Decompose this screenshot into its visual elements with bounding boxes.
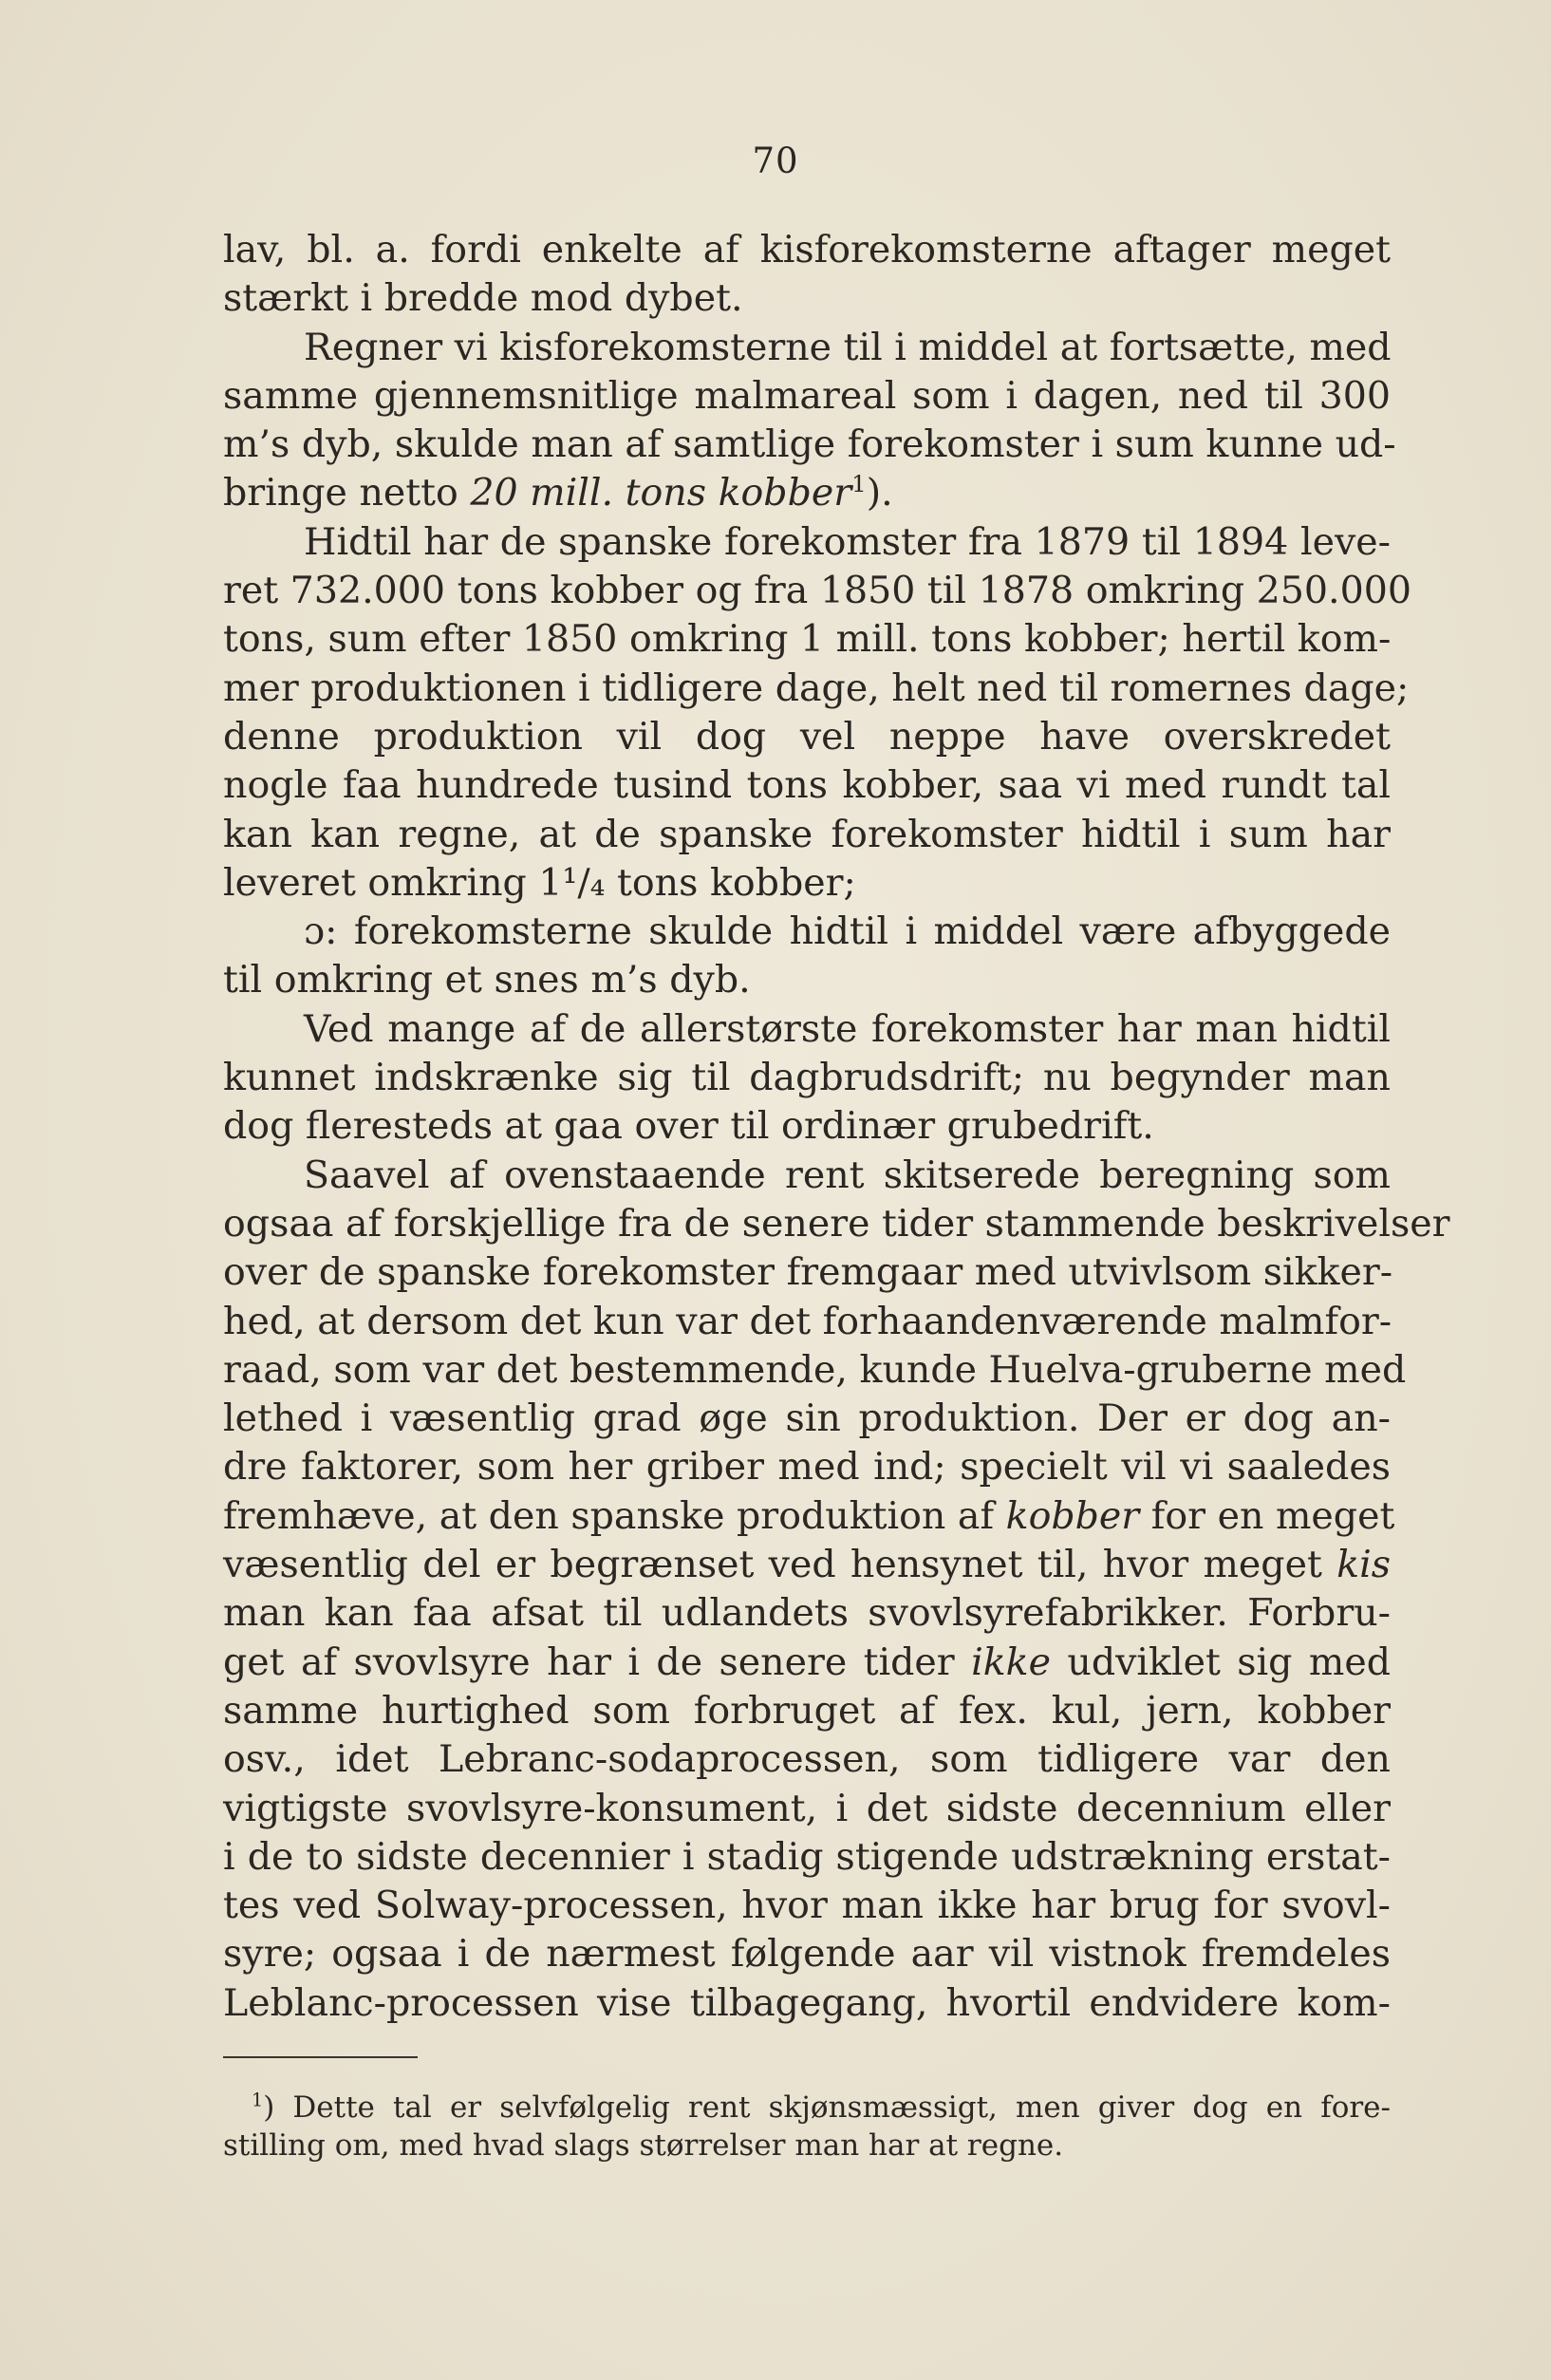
text-line [223, 1248, 1391, 1297]
text-line [223, 1833, 1391, 1882]
text-line-content: ogsaa af forskjellige fra de senere tider stammende beskrivelser [223, 1201, 1450, 1246]
text-line-content: leveret omkring 1¹/₄ tons kobber; [223, 860, 856, 905]
text-line-content: Ved mange af de allerstørste forekomster har man hidtil [304, 1006, 1391, 1051]
text-line [223, 1102, 1391, 1151]
text-line [223, 1930, 1391, 1978]
text-line [223, 1541, 1391, 1589]
text-line [223, 469, 1391, 517]
text-line-content: denne produktion vil dog vel neppe have overskredet [223, 714, 1391, 759]
text-line-content: lav, bl. a. fordi enkelte af kisforekomsterne aftager meget [223, 228, 1391, 272]
italic-text: 20 mill. tons kobber [470, 471, 852, 515]
text-line [223, 1785, 1391, 1833]
text-line-content: osv., idet Lebranc-sodaprocessen, som tidligere var den [223, 1737, 1391, 1782]
text-line [223, 1589, 1391, 1638]
text-line [223, 518, 1391, 567]
text-line [223, 713, 1391, 761]
text-line-content: bringe netto [223, 471, 471, 515]
text-line-content: Regner vi kisforekomsterne til i middel at fortsætte, med [304, 325, 1392, 369]
text-line-content: samme hurtighed som forbruget af fex. kul, jern, kobber [223, 1688, 1391, 1733]
text-line-content: get af svovlsyre har i de senere tider [223, 1640, 972, 1684]
italic-text: ikke [971, 1640, 1051, 1684]
text-line-content: over de spanske forekomster fremgaar med utvivlsom sikker- [223, 1250, 1393, 1295]
text-line-content: til omkring et snes m’s dyb. [223, 958, 751, 1003]
text-line [223, 567, 1412, 615]
text-line [223, 811, 1391, 859]
text-line [223, 1735, 1391, 1784]
text-line-continuation: for en meget [1139, 1493, 1395, 1538]
text-line-content: hed, at dersom det kun var det forhaandenværende malmfor- [223, 1299, 1392, 1343]
text-line [223, 908, 1391, 956]
text-line [223, 1054, 1391, 1102]
text-line [223, 761, 1391, 810]
text-line-content: tons, sum efter 1850 omkring 1 mill. tons kobber; hertil kom- [223, 617, 1392, 662]
text-line [223, 1443, 1391, 1491]
text-line-content: man kan faa afsat til udlandets svovlsyrefabrikker. Forbru- [223, 1591, 1391, 1636]
text-line-content: ret 732.000 tons kobber og fra 1850 til 1878 omkring 250.000 [223, 569, 1412, 613]
text-line-content: tes ved Solway-processen, hvor man ikke har brug for svovl- [223, 1883, 1391, 1928]
footnote-line [223, 2089, 1391, 2127]
text-line-content: stærkt i bredde mod dybet. [223, 276, 743, 321]
text-line [223, 1200, 1450, 1248]
text-line [223, 1298, 1391, 1346]
text-line-content: raad, som var det bestemmende, kunde Huelva-gruberne med [223, 1347, 1407, 1392]
text-line-content: ɔ: forekomsterne skulde hidtil i middel være afbyggede [304, 909, 1391, 954]
text-line-content: mer produktionen i tidligere dage, helt ned til romernes dage; [223, 665, 1410, 710]
text-line-content: Hidtil har de spanske forekomster fra 1879 til 1894 leve- [304, 519, 1391, 564]
text-line [223, 956, 1391, 1004]
text-line [223, 615, 1391, 664]
text-line [223, 324, 1391, 372]
text-line [223, 1492, 1395, 1541]
footnote-marker: 1 [252, 2089, 264, 2111]
text-line [223, 1979, 1391, 2028]
text-line-content: kunnet indskrænke sig til dagbrudsdrift; nu begynder man [223, 1056, 1391, 1100]
text-line-content: lethed i væsentlig grad øge sin produktion. Der er dog an- [223, 1396, 1391, 1441]
text-line-content: Saavel af ovenstaaende rent skitserede beregning som [304, 1153, 1391, 1197]
text-line-content: m’s dyb, skulde man af samtlige forekomster i sum kunne ud- [223, 422, 1396, 467]
text-line [223, 1395, 1391, 1443]
body-text [223, 226, 1450, 2028]
text-line [223, 421, 1396, 469]
text-line [223, 1687, 1391, 1735]
italic-text: kis [1336, 1543, 1391, 1587]
text-line [223, 1346, 1407, 1395]
text-line-content: samme gjennemsnitlige malmareal som i dagen, ned til 300 [223, 373, 1391, 418]
text-line [223, 1639, 1391, 1687]
text-line-content: vigtigste svovlsyre-konsument, i det sidste decennium eller [223, 1786, 1391, 1830]
text-line [223, 226, 1391, 274]
text-line-content: dog fleresteds at gaa over til ordinær grubedrift. [223, 1104, 1154, 1149]
text-line-content: væsentlig del er begrænset ved hensynet til, hvor meget [223, 1543, 1337, 1587]
text-line-continuation: ). [866, 471, 893, 515]
text-line [223, 859, 1391, 908]
text-line [223, 1882, 1391, 1930]
text-line [223, 372, 1391, 421]
text-line-content: syre; ogsaa i de nærmest følgende aar vil vistnok fremdeles [223, 1932, 1391, 1977]
footnotes [223, 2089, 1391, 2164]
footnote-rule [223, 2056, 418, 2058]
text-line-content: fremhæve, at den spanske produktion af [223, 1493, 1006, 1538]
footnote-reference: 1 [851, 470, 867, 498]
text-line [223, 1005, 1391, 1054]
text-line [223, 1152, 1391, 1200]
italic-text: kobber [1005, 1493, 1140, 1538]
text-line-content: kan kan regne, at de spanske forekomster hidtil i sum har [223, 812, 1391, 856]
text-line-content: Leblanc-processen vise tilbagegang, hvortil endvidere kom- [223, 1980, 1391, 2025]
page-number: 70 [752, 141, 799, 181]
footnote-line: stilling om, med hvad slags størrelser man har at regne. [223, 2128, 1064, 2163]
text-line-content: dre faktorer, som her griber med ind; specielt vil vi saaledes [223, 1445, 1391, 1490]
text-line [223, 665, 1410, 713]
text-line [223, 274, 1391, 323]
text-line-content: nogle faa hundrede tusind tons kobber, saa vi med rundt tal [223, 763, 1391, 808]
text-line-continuation: udviklet sig med [1050, 1640, 1391, 1684]
text-line-content: i de to sidste decennier i stadig stigende udstrækning erstat- [223, 1834, 1391, 1879]
footnote-text: ) Dette tal er selvfølgelig rent skjønsmæssigt, men giver dog en fore- [263, 2090, 1391, 2125]
